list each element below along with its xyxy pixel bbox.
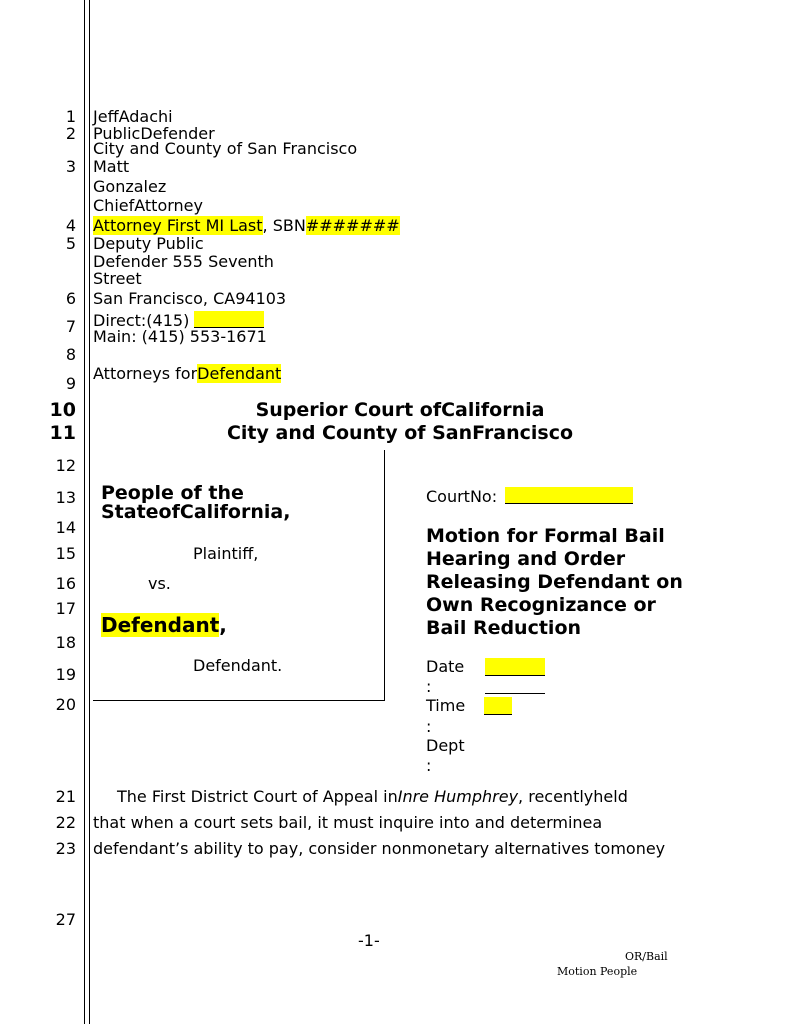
line-number: 20 <box>55 695 76 714</box>
line-number: 17 <box>55 599 76 618</box>
direct-label: Direct:(415) <box>93 311 190 330</box>
body-line-22: that when a court sets bail, it must inquire into and determinea <box>93 813 603 832</box>
attorney-role-a: Deputy Public <box>93 234 204 253</box>
motion-title <box>426 525 716 640</box>
time-label: Time <box>426 696 466 715</box>
motion-title-line: Bail Reduction <box>426 617 582 639</box>
body-line-21 <box>117 788 628 806</box>
dept-label: Dept <box>426 736 465 755</box>
margin-rule-left <box>84 0 85 1024</box>
case-citation: Inre Humphrey <box>397 787 519 806</box>
body-line-21-b: , recentlyheld <box>518 787 628 806</box>
line-number: 8 <box>65 345 76 364</box>
sbn-value-placeholder: ####### <box>305 216 400 235</box>
direct-phone-blank <box>194 311 264 328</box>
date-blank-underline-2 <box>485 693 545 694</box>
line-number: 19 <box>55 665 76 684</box>
caption-plaintiff-label: Plaintiff, <box>193 544 259 563</box>
attorney-sbn-line <box>93 217 400 235</box>
court-name-line-2: City and County of SanFrancisco <box>226 422 574 444</box>
line-number: 6 <box>65 289 76 308</box>
sbn-label: , SBN <box>262 216 306 235</box>
line-number: 13 <box>55 488 76 507</box>
attorney-name-placeholder: Attorney First MI Last <box>93 216 263 235</box>
line-number: 27 <box>55 910 76 929</box>
attorney-name-2a: Matt <box>93 157 130 176</box>
line-number: 23 <box>55 839 76 858</box>
line-number: 5 <box>65 234 76 253</box>
line-number: 21 <box>55 787 76 806</box>
line-number: 2 <box>65 124 76 143</box>
caption-defendant-line <box>101 614 227 636</box>
attorneys-for-label: Attorneys for <box>93 364 198 383</box>
line-number: 10 <box>49 399 76 421</box>
footer-title-2: Motion People <box>557 965 638 978</box>
caption-people: People of the <box>101 482 244 504</box>
line-number: 1 <box>65 107 76 126</box>
motion-title-line: Motion for Formal Bail <box>426 525 665 547</box>
caption-state: StateofCalifornia, <box>101 501 291 523</box>
line-number: 15 <box>55 544 76 563</box>
line-number: 14 <box>55 518 76 537</box>
caption-divider-vertical <box>384 450 385 700</box>
caption-defendant-label: Defendant. <box>193 656 283 675</box>
line-number: 3 <box>65 157 76 176</box>
court-name-line-1: Superior Court ofCalifornia <box>255 399 545 421</box>
body-line-21-a: The First District Court of Appeal in <box>117 787 398 806</box>
line-number: 18 <box>55 633 76 652</box>
dept-colon: : <box>426 756 432 775</box>
date-blank <box>485 658 545 676</box>
attorney-role-c: Street <box>93 269 142 288</box>
line-number: 7 <box>65 317 76 336</box>
caption-vs: vs. <box>148 574 171 593</box>
motion-title-line: Hearing and Order <box>426 548 626 570</box>
line-number: 9 <box>65 374 76 393</box>
court-no-line <box>426 487 633 506</box>
main-phone: Main: (415) 553-1671 <box>93 327 267 346</box>
time-colon: : <box>426 717 432 736</box>
line-number: 4 <box>65 216 76 235</box>
defendant-name-placeholder: Defendant <box>101 613 220 637</box>
line-number: 12 <box>55 456 76 475</box>
attorney-office: City and County of San Francisco <box>93 139 358 158</box>
date-colon: : <box>426 677 432 696</box>
attorney-title-2: ChiefAttorney <box>93 196 203 215</box>
caption-divider-horizontal <box>93 700 385 701</box>
court-no-label: CourtNo: <box>426 487 498 506</box>
motion-title-line: Releasing Defendant on <box>426 571 683 593</box>
time-blank <box>484 697 512 715</box>
party-placeholder: Defendant <box>197 364 282 383</box>
attorney-title-1: PublicDefender <box>93 124 215 143</box>
attorneys-for-line <box>93 365 281 383</box>
attorney-role-b: Defender 555 Seventh <box>93 252 274 271</box>
attorney-name-2b: Gonzalez <box>93 177 167 196</box>
motion-title-line: Own Recognizance or <box>426 594 656 616</box>
defendant-comma: , <box>219 613 227 637</box>
attorney-city: San Francisco, CA94103 <box>93 289 287 308</box>
footer-title-1: OR/Bail <box>625 950 668 963</box>
line-number: 16 <box>55 574 76 593</box>
margin-rule-right <box>89 0 90 1024</box>
attorney-name-1: JeffAdachi <box>93 107 173 126</box>
page-number: -1- <box>358 931 380 950</box>
date-label: Date <box>426 657 465 676</box>
line-number: 11 <box>49 422 76 444</box>
court-no-blank <box>505 487 633 504</box>
body-line-23: defendant’s ability to pay, consider nonmonetary alternatives tomoney <box>93 839 666 858</box>
line-number: 22 <box>55 813 76 832</box>
